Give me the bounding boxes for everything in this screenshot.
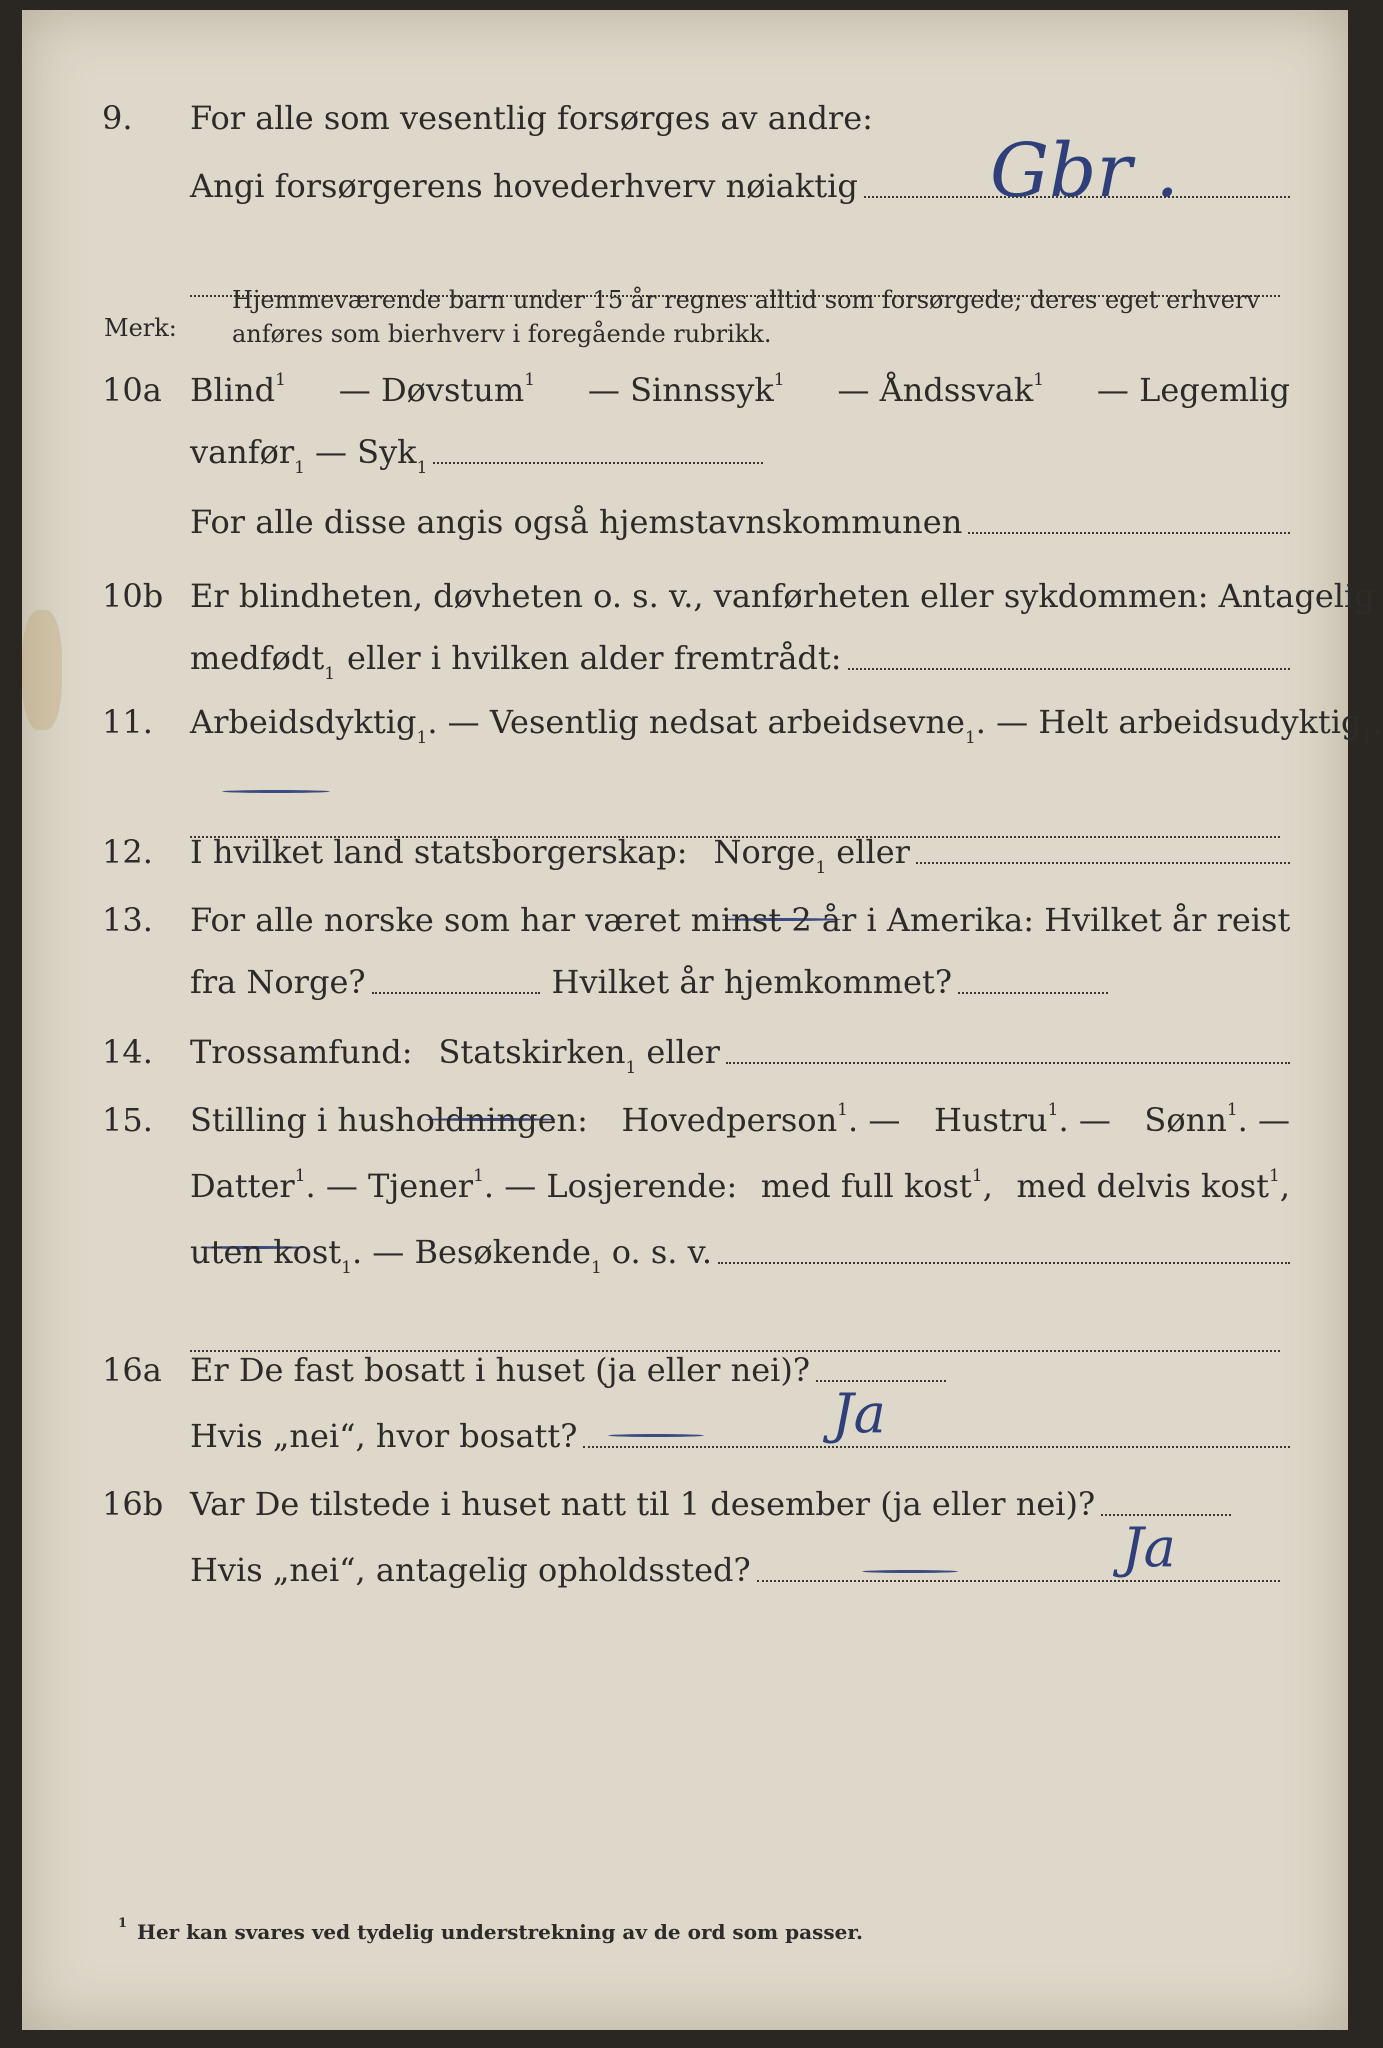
- q10a-hjemstavn-line: [968, 531, 1290, 534]
- option-full-kost: med full kost: [760, 1167, 972, 1205]
- q10a-number: 10a: [102, 371, 162, 409]
- q9-handwritten-answer: Gbr .: [990, 128, 1179, 214]
- q12-answer-line: [916, 861, 1290, 864]
- option-dovstum: — Døvstum: [338, 371, 525, 409]
- q10b-answer-line: [848, 667, 1290, 670]
- option-arbeidsdyktig: Arbeidsdyktig: [190, 703, 417, 741]
- q10a-hjemstavn: For alle disse angis også hjemstavnskommunen: [190, 503, 963, 541]
- q16b-opholdssted-line: [757, 1579, 1280, 1582]
- option-sonn: Sønn: [1144, 1101, 1227, 1139]
- q14-answer-line: [726, 1061, 1290, 1064]
- q9-number: 9.: [102, 99, 133, 137]
- q12-number: 12.: [102, 833, 153, 871]
- note-label: Merk:: [104, 314, 177, 342]
- option-datter: Datter: [190, 1167, 295, 1205]
- option-udyktig: . — Helt arbeidsudyktig: [975, 703, 1362, 741]
- q15-answer-line: [718, 1261, 1290, 1264]
- paper-stain: [22, 610, 62, 730]
- q10a-syk-line: [433, 461, 763, 464]
- q13-number: 13.: [102, 901, 153, 939]
- option-legemlig: — Legemlig: [1096, 371, 1290, 409]
- option-nedsat: . — Vesentlig nedsat arbeidsevne: [427, 703, 965, 741]
- option-andssvak: — Åndssvak: [837, 371, 1034, 409]
- footnote-text: Her kan svares ved tydelig understrekning av de ord som passer.: [137, 1920, 864, 1944]
- q11-number: 11.: [102, 703, 153, 741]
- option-uten-kost: uten kost: [190, 1233, 342, 1271]
- q14-number: 14.: [102, 1033, 153, 1071]
- footnote-mark: 1: [118, 1916, 128, 1932]
- footnote: [118, 1916, 864, 1944]
- option-norge: Norge: [713, 833, 816, 871]
- option-vanfor: vanfør: [190, 433, 295, 471]
- option-besokende: . — Besøkende: [351, 1233, 591, 1271]
- census-form-page: 9. For alle som vesentlig forsørges av andre: Gbr . Angi forsørgerens hovederhverv nøiaktig Merk: Hjemmeværende barn under 15 år regnes alltid som forsørgede; deres eget erhverv anføres som bierhverv i foregående rubrikk. 10a Blind$^1$ — Døvstum$^1$ — Sinnssyk$^1$ — Åndssvak$^1$ — Legemlig vanfør $^1$ — Syk $^1$ For alle disse angis også hjemstavnskommunen 10b Er blindheten, døvheten o. s. v., vanførheten eller sykdommen: Antagelig medfødt $^1$ eller i hvilken alder fremtrådt: 11. Arbeidsdyktig $^1$ . — Vesentlig nedsat arbeidsevne $^1$ . — Helt arbeidsudyktig $^1$ . 12. I hvilket land statsborgerskap: Norge $^1$ eller 13. For alle norske som har været minst 2 år i Amerika: Hvilket år reist fra Norge? Hvilket år hjemkommet? 14. Trossamfund: Statskirken $^1$ eller 15. Stilling i husholdningen: Hovedperson$^1$. — Hustru$^1$. — Sønn$^1$. — Datter$^1$. — Tjener$^1$. — Losjerende: med full kost$^1$, med delvis kost$^1$, uten kost $^1$ . — Besøkende $^1$ o. s. v. 16a Er De fast bosatt i huset (ja eller nei)? Ja Hvis „nei“, hvor bosatt? 16b Var De tilstede i huset natt til 1 desember (ja eller nei)? Ja Hvis „nei“, antagelig opholdssted? $^1$ Her kan svares ved tydelig understrekning av de ord som passer.: [22, 10, 1348, 2030]
- q15-number: 15.: [102, 1101, 153, 1139]
- option-delvis-kost: med delvis kost: [1016, 1167, 1269, 1205]
- q9-question: For alle som vesentlig forsørges av andre:: [190, 99, 873, 137]
- q16b-handwritten-answer: Ja: [1122, 1516, 1176, 1579]
- option-hustru: Hustru: [933, 1101, 1048, 1139]
- q13-hjemkommet-line: [958, 991, 1108, 994]
- underline-arbeidsdyktig: [222, 790, 330, 793]
- q9-question-2: Angi forsørgerens hovederhverv nøiaktig: [190, 167, 858, 205]
- q16a-number: 16a: [102, 1351, 162, 1389]
- q9-answer-line: [864, 195, 1290, 198]
- option-statskirken: Statskirken: [438, 1033, 626, 1071]
- option-blind: Blind: [190, 371, 276, 409]
- q16a-handwritten-answer: Ja: [832, 1382, 886, 1445]
- q10b-number: 10b: [102, 577, 164, 615]
- q16a-bosatt-line: [583, 1445, 1290, 1448]
- option-hovedperson: Hovedperson: [621, 1101, 838, 1139]
- option-syk: — Syk: [315, 433, 417, 471]
- option-medfodt: medfødt: [190, 639, 325, 677]
- q13-reist-line: [372, 991, 540, 994]
- q16b-number: 16b: [102, 1485, 164, 1523]
- option-sinnssyk: — Sinnssyk: [587, 371, 774, 409]
